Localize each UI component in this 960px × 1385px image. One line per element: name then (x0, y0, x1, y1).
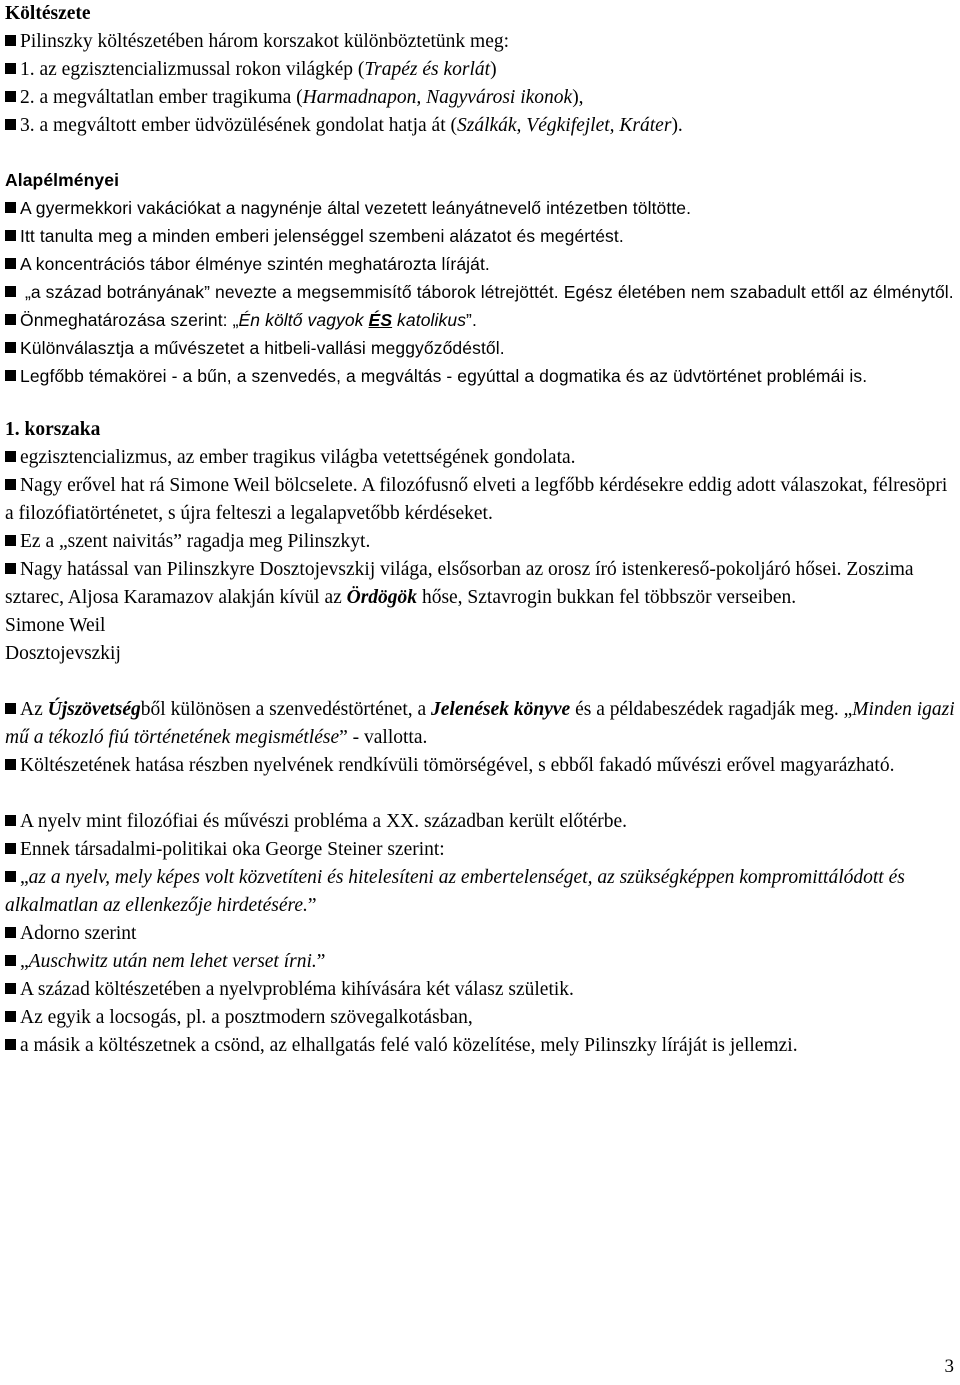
square-bullet-icon (5, 843, 16, 854)
section-title-kolteszete: Költészete (5, 3, 91, 24)
list-item: Ez a „szent naivitás” ragadja meg Pilinszkyt. (5, 528, 955, 556)
square-bullet-icon (5, 563, 16, 574)
square-bullet-icon (5, 703, 16, 714)
square-bullet-icon (5, 91, 16, 102)
text-line: Simone Weil (5, 615, 106, 636)
list-item: 2. a megváltatlan ember tragikuma (Harmadnapon, Nagyvárosi ikonok), (5, 84, 955, 112)
square-bullet-icon (5, 451, 16, 462)
square-bullet-icon (5, 314, 16, 325)
list-item: A század költészetében a nyelvprobléma kihívására két válasz születik. (5, 976, 955, 1004)
list-item: Legfőbb témakörei - a bűn, a szenvedés, a megváltás - egyúttal a dogmatika és az üdvtörténet problémái is. (5, 362, 955, 390)
section-title-1-korszaka: 1. korszaka (5, 419, 101, 440)
document-page (5, 0, 955, 1060)
list-item: Az Újszövetségből különösen a szenvedéstörténet, a Jelenések könyve és a példabeszédek ragadják meg. „Minden igazi mű a tékozló fiú történetének megismétlése” - vallotta. (5, 699, 955, 748)
list-item: Adorno szerint (5, 920, 955, 948)
square-bullet-icon (5, 1039, 16, 1050)
list-item: A gyermekkori vakációkat a nagynénje által vezetett leányátnevelő intézetben töltötte. (5, 194, 955, 222)
section-alapelmenyei (5, 166, 955, 390)
list-item: 3. a megváltott ember üdvözülésének gondolat hatja át (Szálkák, Végkifejlet, Kráter). (5, 112, 955, 140)
square-bullet-icon (5, 759, 16, 770)
list-item: „a század botrányának” nevezte a megsemmisítő táborok létrejöttét. Egész életében nem szabadult ettől az élménytől. (5, 278, 955, 306)
list-item: Nagy hatással van Pilinszkyre Dosztojevszkij világa, elsősorban az orosz író istenkereső-pokoljáró hősei. Zoszima sztarec, Aljosa Karamazov alakján kívül az Ördögök hőse, Sztavrogin bukkan fel többször verseiben. (5, 559, 914, 608)
list-item: Az egyik a locsogás, pl. a posztmodern szövegalkotásban, (5, 1004, 955, 1032)
square-bullet-icon (5, 35, 16, 46)
list-item: Ennek társadalmi-politikai oka George Steiner szerint: (5, 836, 955, 864)
square-bullet-icon (5, 202, 16, 213)
square-bullet-icon (5, 479, 16, 490)
square-bullet-icon (5, 342, 16, 353)
page-number: 3 (944, 1356, 954, 1377)
list-item: A koncentrációs tábor élménye szintén meghatározta líráját. (5, 250, 955, 278)
list-item: Különválasztja a művészetet a hitbeli-vallási meggyőződéstől. (5, 334, 955, 362)
square-bullet-icon (5, 370, 16, 381)
square-bullet-icon (5, 815, 16, 826)
list-item: Nagy erővel hat rá Simone Weil bölcselete. A filozófusnő elveti a legfőbb kérdésekre eddig adott válaszokat, félresöpri a filozófiatörténetet, s újra felteszi a legalapvetőbb kérdéseket. (5, 475, 948, 524)
square-bullet-icon (5, 258, 16, 269)
square-bullet-icon (5, 871, 16, 882)
section-title-alapelmenyei: Alapélményei (5, 170, 120, 190)
list-item: 1. az egzisztencializmussal rokon világkép (Trapéz és korlát) (5, 56, 955, 84)
square-bullet-icon (5, 230, 16, 241)
list-item: Önmeghatározása szerint: „Én költő vagyok ÉS katolikus”. (5, 306, 955, 334)
list-item: „az a nyelv, mely képes volt közvetíteni és hitelesíteni az embertelenséget, az szükségképpen kompromittálódott és alkalmatlan az ellenkezője hirdetésére.” (5, 867, 905, 916)
list-item: „Auschwitz után nem lehet verset írni.” (5, 948, 955, 976)
text-line: Dosztojevszkij (5, 643, 121, 664)
list-item: A nyelv mint filozófiai és művészi probléma a XX. században került előtérbe. (5, 808, 955, 836)
square-bullet-icon (5, 955, 16, 966)
list-item: egzisztencializmus, az ember tragikus világba vetettségének gondolata. (5, 444, 955, 472)
square-bullet-icon (5, 286, 16, 297)
square-bullet-icon (5, 535, 16, 546)
square-bullet-icon (5, 927, 16, 938)
list-item: Itt tanulta meg a minden emberi jelenséggel szembeni alázatot és megértést. (5, 222, 955, 250)
square-bullet-icon (5, 983, 16, 994)
list-item: a másik a költészetnek a csönd, az elhallgatás felé való közelítése, mely Pilinszky líráját is jellemzi. (5, 1032, 955, 1060)
list-item: Pilinszky költészetében három korszakot különböztetünk meg: (5, 28, 955, 56)
list-item: Költészetének hatása részben nyelvének rendkívüli tömörségével, s ebből fakadó művészi erővel magyarázható. (5, 752, 955, 780)
square-bullet-icon (5, 1011, 16, 1022)
square-bullet-icon (5, 119, 16, 130)
square-bullet-icon (5, 63, 16, 74)
